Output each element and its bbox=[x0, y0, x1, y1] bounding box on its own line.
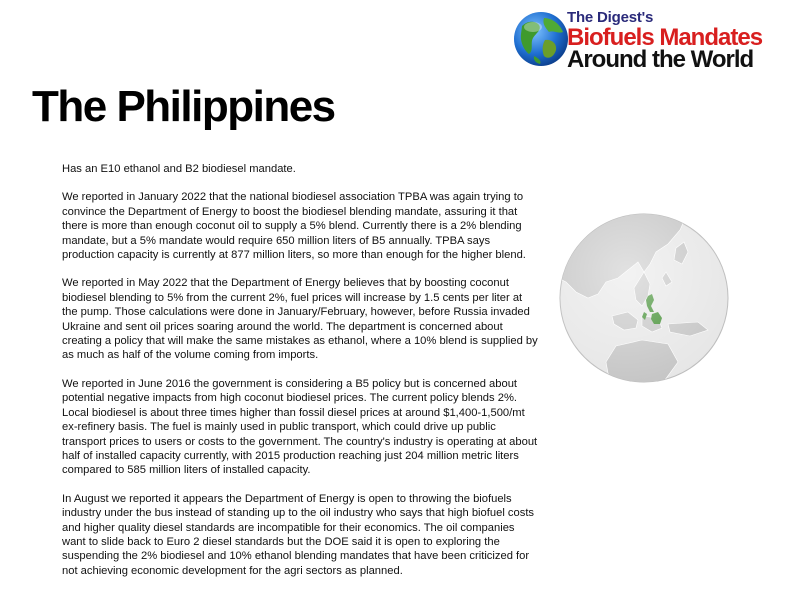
paragraph-june-2016: We reported in June 2016 the government is considering a B5 policy but is concerned about potential negative impacts from high coconut biodiesel prices. The current policy blends 2%. Local biodiesel is about three times higher than fossil diesel prices at around $1,400-1,500/mt ex-refinery basis. The fuel is mainly used in public transport, which could drive up public transport prices to users or costs to the government. The country's industry is operating at about half of installed capacity currently, with 2015 production reaching just 204 million metric liters compared to 585 million liters of installed capacity. bbox=[62, 377, 538, 477]
paragraph-summary: Has an E10 ethanol and B2 biodiesel mandate. bbox=[62, 163, 296, 175]
logo-line-digest: The Digest's bbox=[567, 9, 654, 26]
globe-philippines-locator-icon bbox=[558, 212, 730, 384]
article-body bbox=[62, 162, 540, 592]
digest-logo bbox=[512, 8, 792, 72]
paragraph-may-2022: We reported in May 2022 that the Department of Energy believes that by boosting coconut biodiesel blending to 5% from the current 2%, fuel prices will increase by 1.5 cents per liter at the pump. Those calculations were done in January/February, however, before Russia invaded Ukraine and sent oil prices soaring around the world. The department is concerned about creating a policy that will make the same mistakes as ethanol, where a 10% blend is supplied by as much as half of the volume coming from imports. bbox=[62, 277, 538, 362]
paragraph-january-2022: We reported in January 2022 that the national biodiesel association TPBA was again trying to convince the Department of Energy to boost the biodiesel blending mandate, assuring it that there is more than enough coconut oil to supply a 5% blend. Currently there is a 2% blending mandate, but a 5% mandate would require 650 million liters of B5 annually. TPBA says production capacity is currently at 877 million liters, so more than enough for the higher blend. bbox=[62, 191, 526, 262]
earth-globe-icon bbox=[512, 10, 570, 68]
paragraph-august: In August we reported it appears the Department of Energy is open to throwing the biofuels industry under the bus instead of standing up to the oil industry who says that high biofuel costs and higher quality diesel standards are incompatible for their economics. The oil companies want to slide back to Euro 2 diesel standards but the DOE said it is open to exploring the suspending the 2% biodiesel and 10% ethanol blending mandates that have been criticized for not achieving economic development for the agri sectors as planned. bbox=[62, 492, 535, 577]
logo-line-world: Around the World bbox=[567, 46, 754, 73]
page-title: The Philippines bbox=[32, 82, 335, 131]
logo-line-biofuels: Biofuels Mandates bbox=[567, 24, 763, 51]
